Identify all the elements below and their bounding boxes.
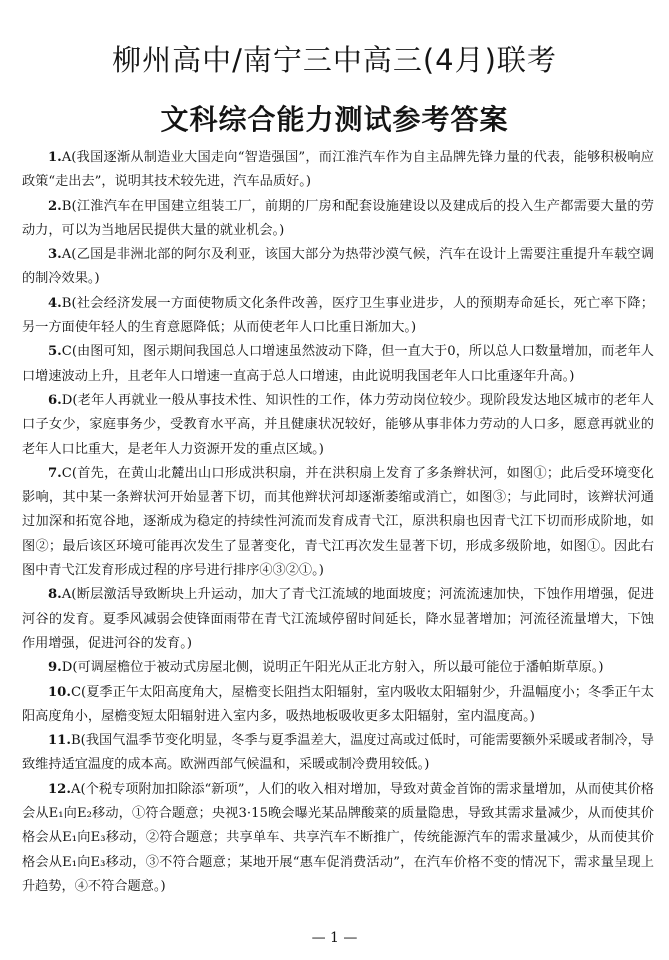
answer-number: 4. xyxy=(48,295,62,311)
answer-item xyxy=(22,778,654,899)
answer-item xyxy=(22,583,654,656)
answer-item xyxy=(22,389,654,462)
answer-text: C(首先，在黄山北麓出山口形成洪积扇，并在洪积扇上发育了多条辫状河，如图①；此后受环境变化影响，其中某一条辫状河开始显著下切，而其他辫状河却逐渐萎缩或消亡，如图③；与此同时，该辫状河通过加深和拓宽谷地，逐渐成为稳定的持续性河流而发育成青弋江，原洪积扇也因青弋江下切而形成阶地，如图②；最后该区环境可能再次发生了显著变化，青弋江再次发生显著下切，形成多级阶地，如图①。因此右图中青弋江发育形成过程的序号进行排序④③②①。) xyxy=(22,465,654,579)
answer-list xyxy=(22,146,654,899)
answer-text: B(我国气温季节变化明显，冬季与夏季温差大，温度过高或过低时，可能需要额外采暖或者制冷，导致维持适宜温度的成本高。欧洲西部气候温和，采暖或制冷费用较低。) xyxy=(22,733,654,773)
answer-number: 1. xyxy=(48,150,62,165)
answer-item xyxy=(22,292,654,341)
answer-item xyxy=(22,462,654,583)
answer-item xyxy=(22,681,654,730)
answer-number: 11. xyxy=(48,733,71,749)
answer-number: 10. xyxy=(48,684,71,700)
answer-number: 2. xyxy=(48,198,62,214)
answer-text: C(夏季正午太阳高度角大，屋檐变长阻挡太阳辐射，室内吸收太阳辐射少，升温幅度小；冬季正午太阳高度角小，屋檐变短太阳辐射进入室内多，吸热地板吸收更多太阳辐射，室内温度高。) xyxy=(22,684,654,724)
answer-text: A(断层激活导致断块上升运动，加大了青弋江流域的地面坡度；河流流速加快，下蚀作用增强，促进河谷的发育。夏季风减弱会使锋面雨带在青弋江流域停留时间延长，降水显著增加；河流径流量增大，下蚀作用增强，促进河谷的发育。) xyxy=(22,587,654,651)
answer-item xyxy=(22,146,654,195)
answer-text: A(乙国是非洲北部的阿尔及利亚，该国大部分为热带沙漠气候，汽车在设计上需要注重提升车载空调的制冷效果。) xyxy=(22,247,654,287)
answer-text: D(老年人再就业一般从事技术性、知识性的工作，体力劳动岗位较少。现阶段发达地区城市的老年人口子女少，家庭事务少，受教育水平高，并且健康状况较好，能够从事非体力劳动的人口多，愿意再就业的老年人口比重大，是老年人力资源开发的重点区域。) xyxy=(22,392,654,457)
page-number: — 1 — xyxy=(311,930,358,946)
answer-text: C(由图可知，图示期间我国总人口增速虽然波动下降，但一直大于0，所以总人口数量增加，而老年人口增速波动上升，且老年人口增速一直高于总人口增速，由此说明我国老年人口比重逐年升高。) xyxy=(22,344,654,384)
answer-number: 6. xyxy=(48,392,62,408)
answer-item xyxy=(22,195,654,244)
answer-text: A(个税专项附加扣除添“新项”，人们的收入相对增加，导致对黄金首饰的需求量增加，从而使其价格会从E₁向E₂移动，①符合题意；央视3·15晚会曝光某品牌酸菜的质量隐患，导致其需求量减少，从而使其价格会从E₁向E₃移动，②符合题意；共享单车、共享汽车不断推广，传统能源汽车的需求量减少，从而使其价格会从E₁向E₃移动，③不符合题意；某地开展“惠车促消费活动”，在汽车价格不变的情况下，需求量呈现上升趋势，④不符合题意。) xyxy=(22,781,654,894)
answer-item xyxy=(22,729,654,778)
answer-text: D(可调屋檐位于被动式房屋北侧，说明正午阳光从正北方射入，所以最可能位于潘帕斯草原。) xyxy=(61,660,604,676)
answer-item xyxy=(22,243,654,292)
answer-number: 3. xyxy=(48,247,62,263)
answer-text: B(江淮汽车在甲国建立组装工厂，前期的厂房和配套设施建设以及建成后的投入生产都需要大量的劳动力，可以为当地居民提供大量的就业机会。) xyxy=(22,198,654,238)
answer-text: B(社会经济发展一方面使物质文化条件改善，医疗卫生事业进步，人的预期寿命延长，死亡率下降；另一方面使年轻人的生育意愿降低；从而使老年人口比重日渐加大。) xyxy=(22,295,654,336)
answer-text: A(我国逐渐从制造业大国走向“智造强国”，而江淮汽车作为自主品牌先锋力量的代表，能够积极响应政策“走出去”，说明其技术较先进，汽车品质好。) xyxy=(22,150,654,190)
answer-item xyxy=(22,340,654,389)
answer-number: 9. xyxy=(48,660,62,676)
answer-number: 5. xyxy=(48,344,62,360)
answer-number: 12. xyxy=(48,781,71,797)
answer-number: 7. xyxy=(48,465,62,481)
answer-item xyxy=(22,656,654,680)
answer-key-subtitle: 文科综合能力测试参考答案 xyxy=(160,103,509,136)
answer-number: 8. xyxy=(48,587,62,603)
exam-title: 柳州高中/南宁三中高三(4月)联考 xyxy=(112,43,557,77)
